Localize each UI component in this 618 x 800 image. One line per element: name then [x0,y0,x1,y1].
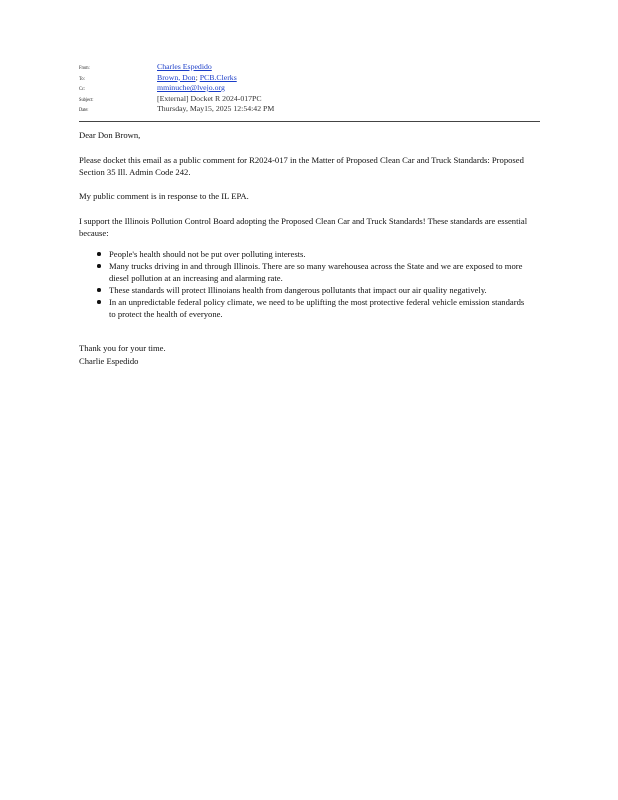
from-label: From: [79,65,90,71]
header-divider [79,121,540,122]
closing [79,342,539,367]
from-link[interactable]: Charles Espedido [157,62,212,71]
header-date-row [79,104,549,115]
cc-label: Cc: [79,86,86,92]
closing-thanks: Thank you for your time. [79,343,166,353]
to-separator: ; [195,72,200,82]
to-link-don-brown[interactable]: Brown, Don [157,72,196,82]
subject-value: [External] Docket R 2024-017PC [157,93,262,103]
list-item: These standards will protect Illinoians health from dangerous pollutants that impact our air quality negatively. [109,284,539,296]
list-item: People's health should not be put over polluting interests. [109,248,539,260]
signature-name: Charlie Espedido [79,355,139,366]
date-label: Date: [79,107,89,113]
list-item: Many trucks driving in and through Illinois. There are so many warehousea across the State and we are exposed to more diesel pollution at an increasing and alarming rate. [109,260,539,284]
subject-label: Subject: [79,96,94,103]
date-value: Thursday, May15, 2025 12:54:42 PM [157,104,275,113]
header-cc-row [79,83,549,94]
bullet-icon [97,288,101,292]
greeting: Dear Don Brown, [79,130,141,140]
paragraph-docket-request: Please docket this email as a public comment for R2024-017 in the Matter of Proposed Clean Car and Truck Standards: Proposed Section 35 Ill. Admin Code 242. [79,154,524,177]
reasons-list [79,248,539,320]
bullet-icon [97,264,101,268]
header-from-row [79,62,549,73]
header-to-row [79,73,549,84]
to-link-pcb-clerks[interactable]: PCB.Clerks [199,72,237,82]
paragraph-support: I support the Illinois Pollution Control Board adopting the Proposed Clean Car and Truck Standards! These standards are essential because: [79,215,528,238]
bullet-icon [97,252,101,256]
email-header [79,62,549,115]
header-subject-row [79,94,549,105]
to-label: To: [79,75,85,82]
email-body [79,129,539,367]
paragraph-response: My public comment is in response to the IL EPA. [79,191,249,201]
list-item: In an unpredictable federal policy climate, we need to be uplifting the most protective federal vehicle emission standards to protect the health of everyone. [109,296,539,320]
cc-link[interactable]: mminuche@lvejo.org [157,83,225,92]
bullet-icon [97,300,101,304]
